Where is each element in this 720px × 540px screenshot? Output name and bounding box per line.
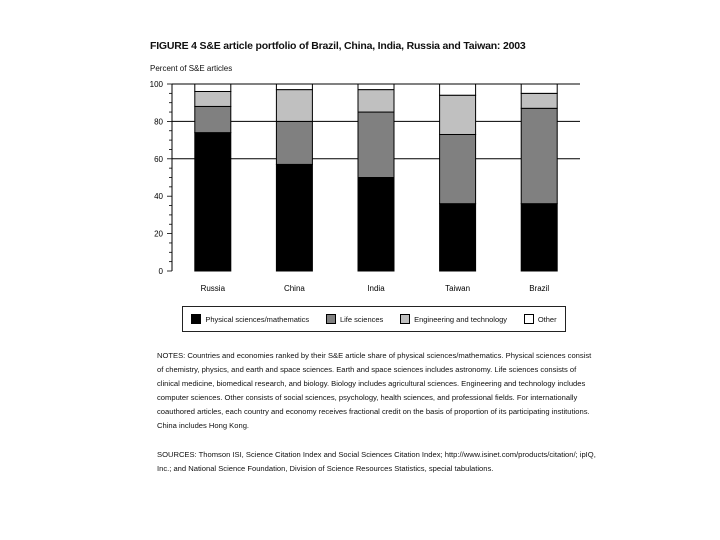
bar-segment-brazil-0 xyxy=(521,204,557,271)
bar-segment-india-1 xyxy=(358,112,394,177)
legend-item-engineering xyxy=(400,314,507,324)
bar-segment-russia-1 xyxy=(195,106,231,132)
legend-item-life xyxy=(326,314,383,324)
bar-segment-taiwan-1 xyxy=(440,134,476,203)
bar-group-china xyxy=(276,84,312,271)
sources-text: SOURCES: Thomson ISI, Science Citation Index and Social Sciences Citation Index; http://www.isinet.com/products/citation/; ipIQ, Inc.; and National Science Foundation, Division of Science Resources Statistics, special tabulations. xyxy=(157,450,596,473)
bar-group-russia xyxy=(195,84,231,271)
bar-segment-taiwan-3 xyxy=(440,84,476,95)
bar-segment-brazil-3 xyxy=(521,84,557,93)
y-tick-label-20: 20 xyxy=(154,229,163,239)
x-tick-label-brazil: Brazil xyxy=(529,284,550,293)
x-tick-label-taiwan: Taiwan xyxy=(445,284,471,293)
bar-segment-china-0 xyxy=(276,164,312,271)
legend-item-physical xyxy=(191,314,309,324)
bar-segment-india-3 xyxy=(358,84,394,90)
legend-swatch-life xyxy=(326,314,336,324)
bars xyxy=(195,84,557,271)
bar-group-brazil xyxy=(521,84,557,271)
bar-segment-china-2 xyxy=(276,90,312,122)
bar-segment-russia-2 xyxy=(195,91,231,106)
y-tick-label-0: 0 xyxy=(158,267,163,276)
bar-segment-brazil-2 xyxy=(521,93,557,108)
bar-segment-brazil-1 xyxy=(521,108,557,203)
legend-item-other xyxy=(524,314,557,324)
bar-segment-india-2 xyxy=(358,90,394,112)
bar-segment-china-3 xyxy=(276,84,312,90)
y-tick-label-100: 100 xyxy=(149,80,163,89)
bar-segment-china-1 xyxy=(276,121,312,164)
y-axis xyxy=(150,80,172,276)
bar-segment-russia-3 xyxy=(195,84,231,91)
chart-title: FIGURE 4 S&E article portfolio of Brazil, China, India, Russia and Taiwan: 2003 xyxy=(150,40,526,52)
legend-label-physical: Physical sciences/mathematics xyxy=(205,314,310,324)
legend-label-life: Life sciences xyxy=(339,314,384,324)
legend-swatch-engineering xyxy=(400,314,410,324)
x-tick-labels xyxy=(201,284,550,293)
legend xyxy=(182,306,566,332)
legend-label-other: Other xyxy=(537,314,557,324)
y-axis-label: Percent of S&E articles xyxy=(150,64,233,73)
y-tick-label-40: 40 xyxy=(154,192,163,202)
notes-text: NOTES: Countries and economies ranked by their S&E article share of physical sciences/mathematics. Physical sciences consist of chemistry, physics, and earth and space sciences. Earth and space sciences includes astronomy. Life sciences consists of clinical medicine, biomedical research, and biology. Biology includes agricultural sciences. Engineering and technology includes computer sciences. Other consists of social sciences, psychology, health sciences, and professional fields. For internationally coauthored articles, each country and economy receives fractional credit on the basis of proportion of its participating institutions. China includes Hong Kong. xyxy=(157,351,592,430)
x-tick-label-china: China xyxy=(283,284,305,293)
y-tick-label-80: 80 xyxy=(154,117,163,127)
bar-segment-taiwan-2 xyxy=(440,95,476,134)
legend-swatch-physical xyxy=(191,314,201,324)
x-tick-label-russia: Russia xyxy=(200,284,226,293)
legend-swatch-other xyxy=(524,314,534,324)
legend-label-engineering: Engineering and technology xyxy=(414,314,508,324)
bar-group-taiwan xyxy=(440,84,476,271)
bar-segment-taiwan-0 xyxy=(440,204,476,271)
bar-segment-russia-0 xyxy=(195,133,231,271)
bar-segment-india-0 xyxy=(358,178,394,272)
bar-group-india xyxy=(358,84,394,271)
x-tick-label-india: India xyxy=(367,284,385,293)
y-tick-label-60: 60 xyxy=(154,154,163,164)
